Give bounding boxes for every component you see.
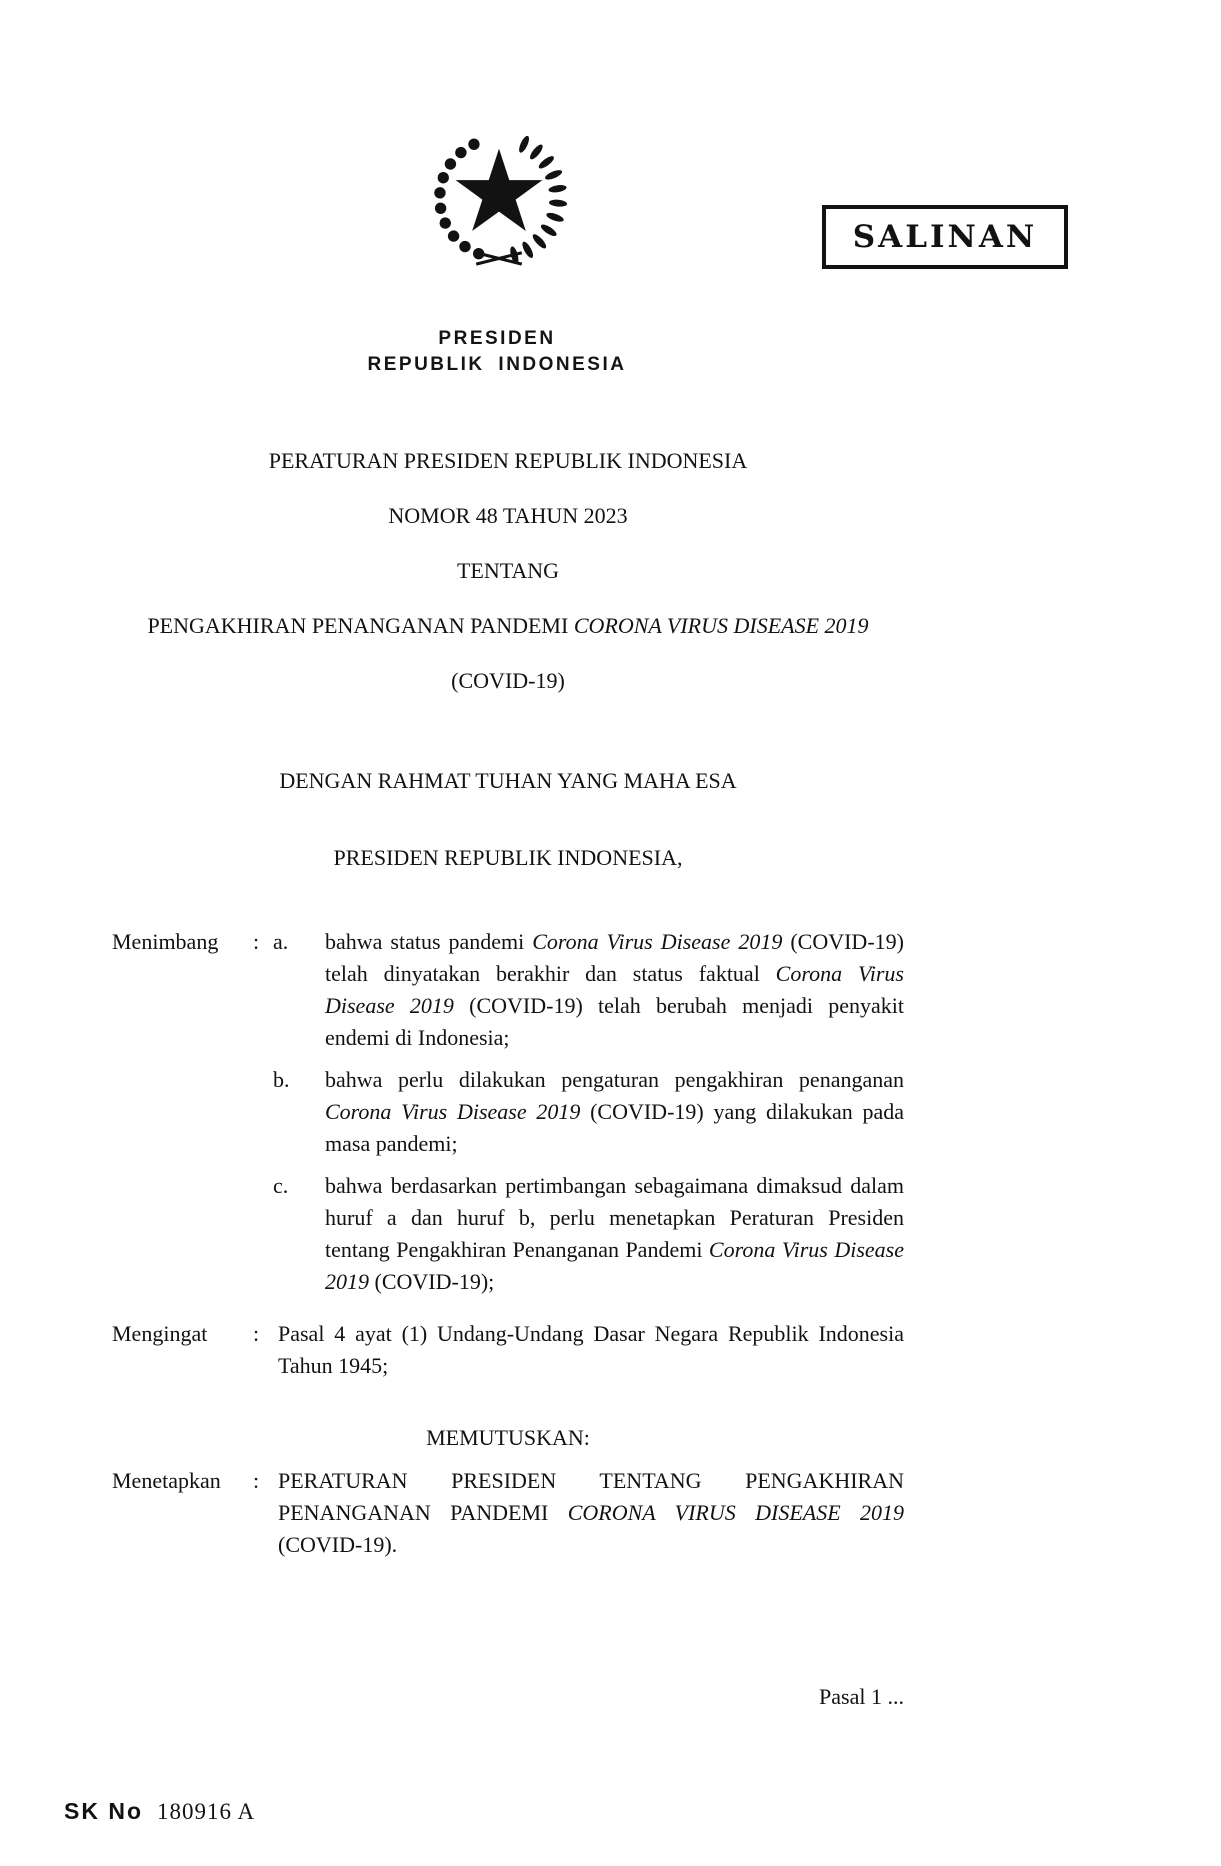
sk-number-label: SK No bbox=[64, 1798, 143, 1824]
title-line-tentang: TENTANG bbox=[456, 558, 560, 583]
title-line-regulation: PERATURAN PRESIDEN REPUBLIK INDONESIA bbox=[268, 448, 748, 473]
invocation-line: DENGAN RAHMAT TUHAN YANG MAHA ESA bbox=[279, 768, 737, 793]
sk-number bbox=[64, 1798, 255, 1825]
menetapkan-colon: : bbox=[253, 1468, 260, 1493]
catchword-pasal-1: Pasal 1 ... bbox=[819, 1684, 904, 1709]
menimbang-item-a-text: bahwa status pandemi Corona Virus Disease 2019 (COVID-19) telah dinyatakan berakhir dan status faktual Corona Virus Disease 2019 (COVID-19) telah berubah menjadi penyakit endemi di Indonesia; bbox=[325, 929, 905, 1050]
title-block bbox=[112, 450, 904, 725]
salinan-stamp bbox=[822, 205, 1068, 269]
salutation-line: PRESIDEN REPUBLIK INDONESIA, bbox=[333, 845, 683, 870]
letterhead-line1: PRESIDEN bbox=[438, 328, 556, 349]
laurel-right bbox=[509, 135, 568, 265]
presidential-emblem-icon bbox=[423, 104, 575, 292]
mengingat-colon: : bbox=[253, 1321, 260, 1346]
letterhead bbox=[247, 326, 747, 378]
menimbang-item-b-text: bahwa perlu dilakukan pengaturan pengakhiran penanganan Corona Virus Disease 2019 (COVID-19) yang dilakukan pada masa pandemi; bbox=[325, 1067, 904, 1156]
menetapkan-label: Menetapkan bbox=[112, 1468, 221, 1493]
menimbang-colon: : bbox=[253, 929, 260, 954]
menetapkan-text: PERATURAN PRESIDEN TENTANG PENGAKHIRAN PENANGANAN PANDEMI CORONA VIRUS DISEASE 2019 (COVID-19). bbox=[278, 1468, 904, 1557]
salinan-stamp-label: SALINAN bbox=[852, 219, 1038, 255]
menimbang-item-c-marker: c. bbox=[273, 1173, 289, 1198]
menimbang-item-b-marker: b. bbox=[273, 1067, 290, 1092]
title-line-subject: PENGAKHIRAN PENANGANAN PANDEMI CORONA VIRUS DISEASE 2019 bbox=[147, 613, 869, 638]
title-line-number: NOMOR 48 TAHUN 2023 bbox=[388, 503, 628, 528]
mengingat-label: Mengingat bbox=[112, 1321, 208, 1346]
menimbang-item-c-text: bahwa berdasarkan pertimbangan sebagaimana dimaksud dalam huruf a dan huruf b, perlu menetapkan Peraturan Presiden tentang Pengakhiran Penanganan Pandemi Corona Virus Disease 2019 (COVID-19); bbox=[325, 1173, 904, 1294]
title-line-covid: (COVID-19) bbox=[451, 668, 565, 693]
menetapkan-section bbox=[112, 1465, 904, 1561]
mengingat-section bbox=[112, 1318, 904, 1382]
mengingat-text: Pasal 4 ayat (1) Undang-Undang Dasar Negara Republik Indonesia Tahun 1945; bbox=[278, 1321, 904, 1378]
sk-number-value: 180916 A bbox=[157, 1799, 256, 1824]
letterhead-line2: REPUBLIK INDONESIA bbox=[367, 354, 627, 375]
menimbang-section bbox=[112, 926, 904, 1298]
memutuskan-heading: MEMUTUSKAN: bbox=[426, 1425, 590, 1450]
menimbang-label: Menimbang bbox=[112, 929, 219, 954]
menimbang-item-a-marker: a. bbox=[273, 929, 289, 954]
star-shape bbox=[456, 149, 543, 231]
flowers-left bbox=[434, 137, 486, 261]
